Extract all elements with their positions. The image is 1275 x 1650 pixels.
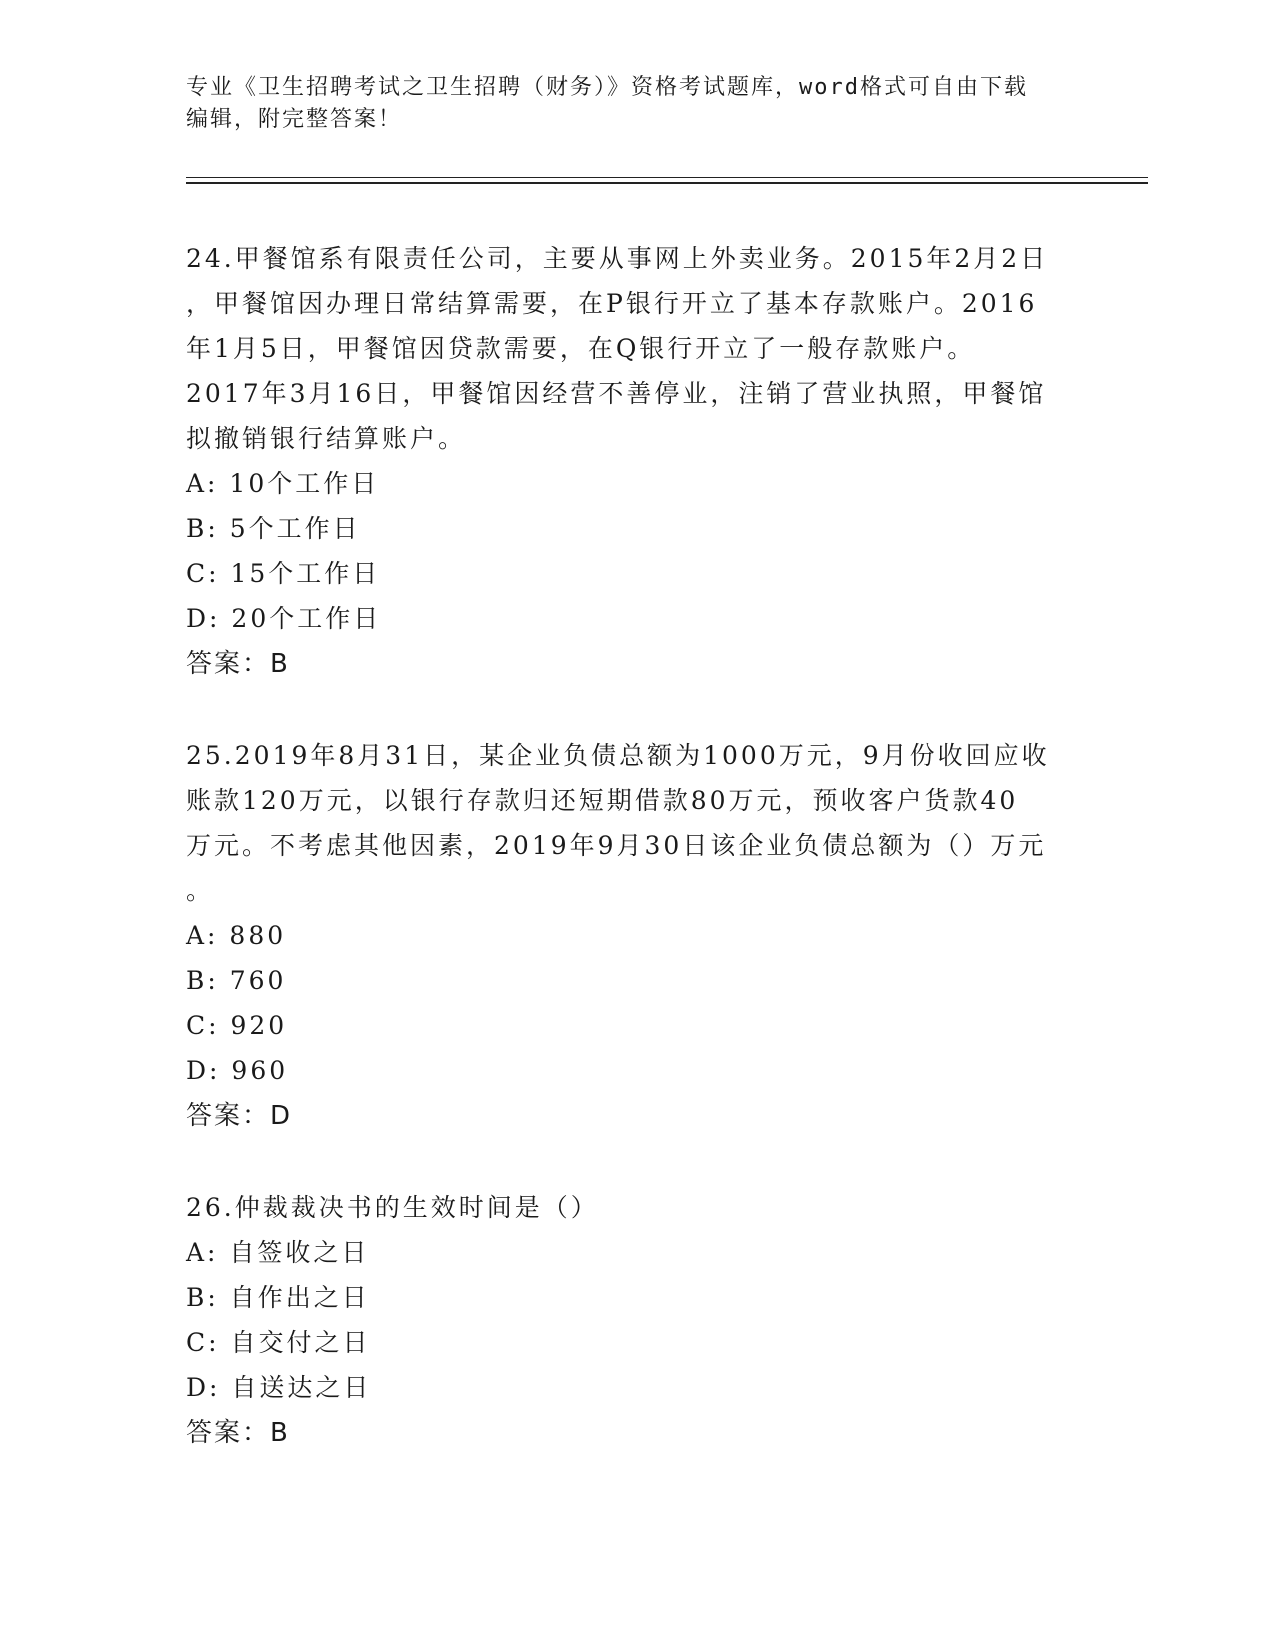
question-gap — [186, 687, 1086, 733]
answer-label: 答案：D — [186, 1101, 293, 1131]
question-stem — [186, 733, 1086, 913]
header-line-1: 专业《卫生招聘考试之卫生招聘（财务）》资格考试题库，word格式可自由下载 — [186, 75, 1028, 100]
document-header — [186, 72, 1066, 136]
question-stem — [186, 1185, 1086, 1230]
stem-line: 万元。不考虑其他因素，2019年9月30日该企业负债总额为（）万元 — [186, 831, 1047, 860]
question-gap — [186, 1139, 1086, 1185]
question-stem — [186, 236, 1086, 461]
option-b: B: 760 — [186, 966, 287, 995]
option-b: B: 5个工作日 — [186, 514, 361, 543]
option-d: D: 自送达之日 — [186, 1373, 372, 1402]
stem-line: 账款120万元，以银行存款归还短期借款80万元，预收客户货款40 — [186, 786, 1019, 815]
header-divider-bottom — [186, 182, 1148, 184]
header-line-2: 编辑，附完整答案！ — [186, 107, 403, 132]
option-c: C: 15个工作日 — [186, 559, 381, 588]
question-26 — [186, 1185, 1086, 1456]
option-c: C: 自交付之日 — [186, 1328, 371, 1357]
stem-line: 。 — [186, 876, 215, 905]
option-d: D: 20个工作日 — [186, 604, 382, 633]
stem-line: 26.仲裁裁决书的生效时间是（） — [186, 1193, 599, 1222]
option-c: C: 920 — [186, 1011, 288, 1040]
stem-line: 年1月5日，甲餐馆因贷款需要，在Q银行开立了一般存款账户。 — [186, 334, 976, 363]
option-a: A: 10个工作日 — [186, 469, 380, 498]
stem-line: ，甲餐馆因办理日常结算需要，在P银行开立了基本存款账户。2016 — [186, 289, 1038, 318]
option-b: B: 自作出之日 — [186, 1283, 370, 1312]
option-d: D: 960 — [186, 1056, 289, 1085]
option-a: A: 880 — [186, 921, 287, 950]
question-24 — [186, 236, 1086, 687]
stem-line: 24.甲餐馆系有限责任公司，主要从事网上外卖业务。2015年2月2日 — [186, 244, 1049, 273]
stem-line: 拟撤销银行结算账户。 — [186, 424, 467, 453]
question-25 — [186, 733, 1086, 1139]
option-a: A: 自签收之日 — [186, 1238, 370, 1267]
header-divider-top — [186, 177, 1148, 178]
question-list — [186, 236, 1086, 1456]
answer-label: 答案：B — [186, 1418, 290, 1448]
stem-line: 25.2019年8月31日，某企业负债总额为1000万元，9月份收回应收 — [186, 741, 1050, 770]
stem-line: 2017年3月16日，甲餐馆因经营不善停业，注销了营业执照，甲餐馆 — [186, 379, 1047, 408]
answer-label: 答案：B — [186, 649, 290, 679]
